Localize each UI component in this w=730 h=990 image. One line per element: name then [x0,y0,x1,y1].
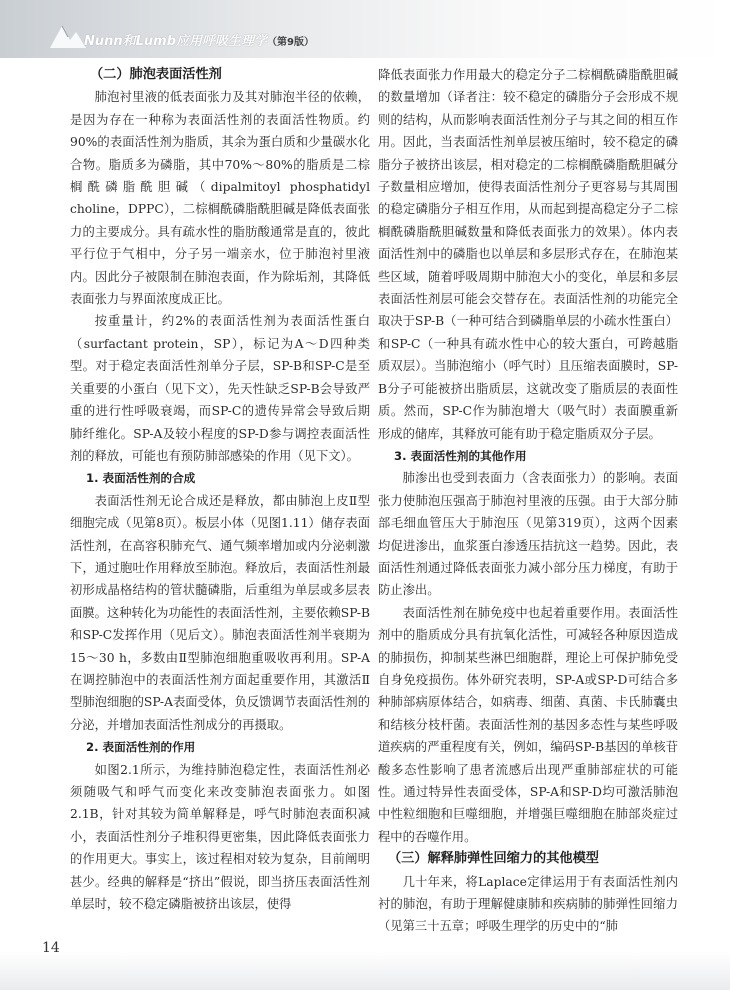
paragraph: 肺渗出也受到表面力（含表面张力）的影响。表面张力使肺泡压强高于肺泡衬里液的压强。由于大部分肺部毛细血管压大于肺泡压（见第319页），这两个因素均促进渗出，血浆蛋白渗透压拮抗这一趋势。因此，表面活性剂通过降低表面张力减小部分压力梯度，有助于防止渗出。 [378,471,678,598]
paragraph: 肺泡衬里液的低表面张力及其对肺泡半径的依赖，是因为存在一种称为表面活性剂的表面活性物质。约90%的表面活性剂为脂质，其余为蛋白质和少量碳水化合物。脂质多为磷脂，其中70%～80%的脂质是二棕榈酰磷脂酰胆碱（dipalmitoyl phosphatidyl choline，DPPC），二棕榈酰磷脂酰胆碱是降低表面张力的主要成分。具有疏水性的脂肪酸通常是直的，彼此平行位于气相中，分子另一端亲水，位于肺泡衬里液内。因此分子被限制在肺泡表面，作为除垢剂，其降低表面张力与界面浓度成正比。 [70,90,370,307]
section-heading-surfactant: （二）肺泡表面活性剂 [90,67,222,82]
paragraph: 如图2.1所示，为维持肺泡稳定性，表面活性剂必须随吸气和呼气而变化来改变肺泡表面张力。如图2.1B，针对其较为简单解释是，呼气时肺泡表面积减小，表面活性剂分子堆积得更密集，因此降低表面张力的作用更大。事实上，该过程相对较为复杂，目前阐明甚少。经典的解释是“挤出”假说，即当挤压表面活性剂单层时，较不稳定磷脂被挤出该层，使得 [70,762,370,912]
book-logo-icon [48,22,88,50]
page-header [0,0,730,58]
section-heading-other-models: （三）解释肺弹性回缩力的其他模型 [388,851,599,867]
left-column [70,64,370,915]
subheading-synthesis: 1. 表面活性剂的合成 [86,471,196,486]
subheading-other-effects: 3. 表面活性剂的其他作用 [394,448,527,463]
paragraph: 按重量计，约2%的表面活性剂为表面活性蛋白（surfactant protein，SP），标记为A～D四种类型。对于稳定表面活性剂单分子层，SP-B和SP-C是至关重要的小蛋白（见下文），先天性缺乏SP-B会导致严重的进行性呼吸衰竭，而SP-C的遗传异常会导致后期肺纤维化。SP-A及较小程度的SP-D参与调控表面活性剂的释放，可能也有预防肺部感染的作用（见下文）。 [70,314,370,463]
book-title: Nunn和Lumb应用呼吸生理学（第9版） [84,34,315,49]
paragraph-continued: 降低表面张力作用最大的稳定分子二棕榈酰磷脂酰胆碱的数量增加（译者注：较不稳定的磷脂分子会形成不规则的结构，从而影响表面活性剂分子与其之间的相互作用。因此，当表面活性剂单层被压缩时，较不稳定的磷脂分子被挤出该层，相对稳定的二棕榈酰磷脂酰胆碱分子数量相应增加，使得表面活性剂分子更容易与其周围的稳定磷脂分子相互作用，从而起到提高稳定分子二棕榈酰磷脂酰胆碱数量和降低表面张力的效果）。体内表面活性剂中的磷脂也以单层和多层形式存在，在肺泡某些区域，随着呼吸周期中肺泡大小的变化，单层和多层表面活性剂层可能会交替存在。表面活性剂的功能完全取决于SP-B（一种可结合到磷脂单层的小疏水性蛋白）和SP-C（一种具有疏水性中心的较大蛋白，可跨越脂质双层）。当肺泡缩小（呼气时）且压缩表面膜时，SP-B分子可能被挤出脂质层，这就改变了脂质层的表面性质。然而，SP-C作为肺泡增大（吸气时）表面膜重新形成的储库，其释放可能有助于稳定脂质双分子层。 [378,68,678,441]
paragraph: 表面活性剂在肺免疫中也起着重要作用。表面活性剂中的脂质成分具有抗氧化活性，可减轻各种原因造成的肺损伤，抑制某些淋巴细胞群，理论上可保护肺免受自身免疫损伤。体外研究表明，SP-A或SP-D可结合多种肺部病原体结合，如病毒、细菌、真菌、卡氏肺囊虫和结核分枝杆菌。表面活性剂的基因多态性与某些呼吸道疾病的严重程度有关，例如，编码SP-B基因的单核苷酸多态性影响了患者流感后出现严重肺部症状的可能性。通过特异性表面受体，SP-A和SP-D均可激活肺泡中性粒细胞和巨噬细胞，并增强巨噬细胞在肺部炎症过程中的吞噬作用。 [378,605,678,844]
page-number: 14 [42,940,60,956]
subheading-function: 2. 表面活性剂的作用 [86,740,196,755]
paragraph: 表面活性剂无论合成还是释放，都由肺泡上皮Ⅱ型细胞完成（见第8页）。板层小体（见图1.11）储存表面活性剂，在高容积肺充气、通气频率增加或内分泌刺激下，通过胞吐作用释放至肺泡。释放后，表面活性剂最初形成晶格结构的管状髓磷脂，后重组为单层或多层表面膜。这种转化为功能性的表面活性剂，主要依赖SP-B和SP-C发挥作用（见后文）。肺泡表面活性剂半衰期为15～30 h，多数由Ⅱ型肺泡细胞重吸收再利用。SP-A在调控肺泡中的表面活性剂方面起重要作用，其激活Ⅱ型肺泡细胞的SP-A表面受体，负反馈调节表面活性剂的分泌，并增加表面活性剂成分的再摄取。 [70,493,370,732]
book-edition: （第9版） [267,37,315,48]
right-column [378,64,678,938]
paragraph: 几十年来，将Laplace定律运用于有表面活性剂内衬的肺泡，有助于理解健康肺和疾病肺的肺弹性回缩力（见第三十五章；呼吸生理学的历史中的“肺 [378,874,678,934]
page-footer [0,952,730,990]
